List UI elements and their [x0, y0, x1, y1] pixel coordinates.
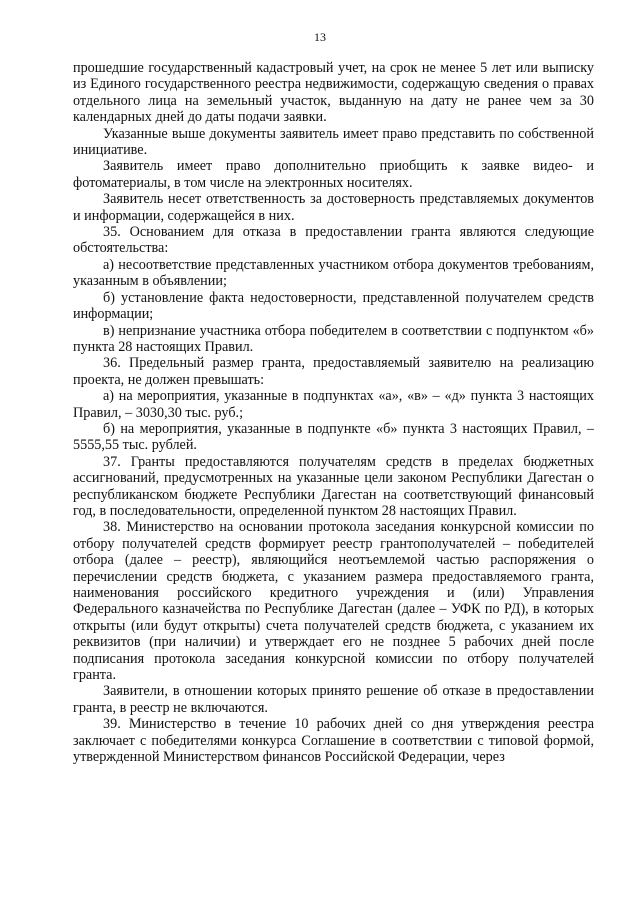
paragraph-item-38: 38. Министерство на основании протокола заседания конкурсной комиссии по отбору получателей средств формирует реестр грантополучателей – победителей отбора (далее – реестр), являющийся неотъемлемой частью распоряжения о перечислении средств бюджета, с указанием размера предоставляемого гранта, наименования российского кредитного учреждения и (или) Управления Федерального казначейства по Республике Дагестан (далее – УФК по РД), в которых открыты (или будут открыты) счета получателей средств бюджета, с указанием их реквизитов (при наличии) и утверждает его не позднее 5 рабочих дней после подписания протокола заседания конкурсной комиссии по отбору получателей гранта.: [73, 519, 594, 684]
paragraph-subitem: а) на мероприятия, указанные в подпунктах «а», «в» – «д» пункта 3 настоящих Правил, – 3030,30 тыс. руб.;: [73, 388, 594, 421]
page-number: 13: [314, 30, 326, 44]
paragraph-subitem: в) непризнание участника отбора победителем в соответствии с подпунктом «б» пункта 28 настоящих Правил.: [73, 322, 594, 355]
paragraph-item-37: 37. Гранты предоставляются получателям средств в пределах бюджетных ассигнований, предусмотренных на указанные цели законом Республики Дагестан о республиканском бюджете Республики Дагестан на соответствующий финансовый год, в последовательности, определенной пунктом 28 настоящих Правил.: [73, 453, 594, 519]
paragraph: Указанные выше документы заявитель имеет право представить по собственной инициативе.: [73, 125, 594, 159]
document-body: [73, 60, 594, 765]
paragraph-subitem: а) несоответствие представленных участником отбора документов требованиям, указанным в объявлении;: [73, 256, 594, 290]
paragraph-subitem: б) на мероприятия, указанные в подпункте «б» пункта 3 настоящих Правил, – 5555,55 тыс. рублей.: [73, 420, 594, 454]
paragraph-item-35: 35. Основанием для отказа в предоставлении гранта являются следующие обстоятельства:: [73, 224, 594, 257]
paragraph: Заявители, в отношении которых принято решение об отказе в предоставлении гранта, в реестр не включаются.: [73, 683, 594, 716]
paragraph-continuation: прошедшие государственный кадастровый учет, на срок не менее 5 лет или выписку из Единого государственного реестра недвижимости, содержащую сведения о правах отдельного лица на земельный участок, выданную на дату не ранее чем за 30 календарных дней до даты подачи заявки.: [73, 60, 594, 126]
paragraph: Заявитель несет ответственность за достоверность представляемых документов и информации, содержащейся в них.: [73, 191, 594, 224]
paragraph-item-36: 36. Предельный размер гранта, предоставляемый заявителю на реализацию проекта, не должен превышать:: [73, 355, 594, 388]
paragraph: Заявитель имеет право дополнительно приобщить к заявке видео- и фотоматериалы, в том числе на электронных носителях.: [73, 158, 594, 191]
paragraph-subitem: б) установление факта недостоверности, представленной получателем средств информации;: [73, 289, 594, 323]
paragraph-item-39: 39. Министерство в течение 10 рабочих дней со дня утверждения реестра заключает с победителями конкурса Соглашение в соответствии с типовой формой, утвержденной Министерством финансов Российской Федерации, через: [73, 716, 594, 766]
